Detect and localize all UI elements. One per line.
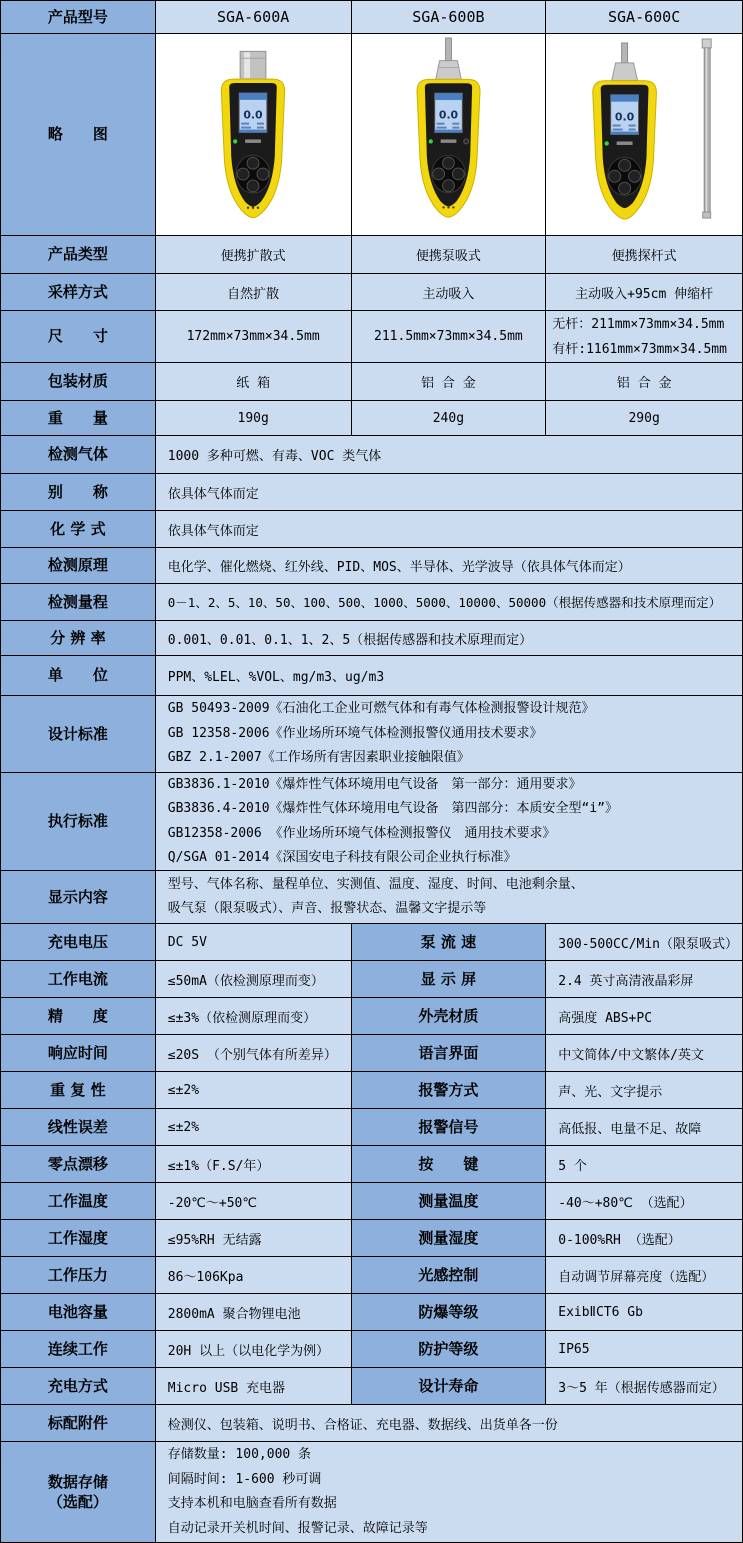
value-buttons: 5 个: [546, 1146, 743, 1183]
value-dimensions-b: 211.5mm×73mm×34.5mm: [352, 311, 547, 363]
device-image-sga-600b: [352, 34, 547, 236]
value-measuring-temp: -40～+80℃ （选配）: [546, 1183, 743, 1220]
value-exec-standard: [156, 773, 743, 871]
label-weight: 重 量: [1, 401, 156, 436]
value-alarm-signal: 高低报、电量不足、故障: [546, 1109, 743, 1146]
model-name-sga600a: SGA-600A: [156, 1, 352, 34]
value-detect-range: 0－1、2、5、10、50、100、500、1000、5000、10000、50000（根据传感器和技术原理而定）: [156, 584, 743, 621]
label-buttons: 按 键: [352, 1146, 547, 1183]
row-exec-standard: [1, 773, 743, 871]
data-storage-label-line2: （选配）: [47, 1493, 108, 1511]
row-data-storage: [1, 1442, 743, 1543]
row-linearity-alarm-signal: [1, 1109, 743, 1146]
telescopic-rod: [704, 47, 710, 211]
row-resolution: [1, 621, 743, 656]
gas-detector-pump-icon: [352, 35, 545, 235]
label-dimensions: 尺 寸: [1, 311, 156, 363]
label-language-ui: 语言界面: [352, 1035, 547, 1072]
row-battery-explosion-proof: [1, 1294, 743, 1331]
value-response-time: ≤20S （个别气体有所差异）: [156, 1035, 352, 1072]
label-product-type: 产品类型: [1, 236, 156, 274]
label-packaging-material: 包装材质: [1, 363, 156, 401]
value-charging-method: Micro USB 充电器: [156, 1368, 352, 1405]
label-repeatability: 重 复 性: [1, 1072, 156, 1109]
label-detect-principle: 检测原理: [1, 548, 156, 584]
row-detect-range: [1, 584, 743, 621]
label-exec-standard: 执行标准: [1, 773, 156, 871]
label-working-current: 工作电流: [1, 961, 156, 998]
sketch-label: 略 图: [1, 34, 156, 236]
device-image-sga-600a: [156, 34, 352, 236]
label-explosion-proof-grade: 防爆等级: [352, 1294, 547, 1331]
value-shell-material: 高强度 ABS+PC: [546, 998, 743, 1035]
row-response-time-language: [1, 1035, 743, 1072]
model-name-sga600c: SGA-600C: [546, 1, 743, 34]
value-zero-drift: ≤±1%（F.S/年）: [156, 1146, 352, 1183]
exec-standard-line: Q/SGA 01-2014《深国安电子科技有限公司企业执行标准》: [167, 850, 517, 865]
label-alarm-signal: 报警信号: [352, 1109, 547, 1146]
value-dimensions-a: 172mm×73mm×34.5mm: [156, 311, 352, 363]
row-detect-principle: [1, 548, 743, 584]
row-unit: [1, 656, 743, 696]
row-product-type: [1, 236, 743, 274]
data-storage-line: 支持本机和电脑查看所有数据: [167, 1496, 337, 1511]
label-charging-voltage: 充电电压: [1, 924, 156, 961]
value-working-humidity: ≤95%RH 无结露: [156, 1220, 352, 1257]
label-display-content: 显示内容: [1, 871, 156, 924]
row-weight: [1, 401, 743, 436]
value-accuracy: ≤±3%（依检测原理而变）: [156, 998, 352, 1035]
value-weight-c: 290g: [546, 401, 743, 436]
row-working-current-display: [1, 961, 743, 998]
value-unit: PPM、%LEL、%VOL、mg/m3、ug/m3: [156, 656, 743, 696]
row-working-pressure-light-control: [1, 1257, 743, 1294]
label-battery-capacity: 电池容量: [1, 1294, 156, 1331]
value-product-type-a: 便携扩散式: [156, 236, 352, 274]
label-accessories: 标配附件: [1, 1405, 156, 1442]
row-detect-gas: [1, 436, 743, 474]
model-name-sga600b: SGA-600B: [352, 1, 547, 34]
value-alarm-mode: 声、光、文字提示: [546, 1072, 743, 1109]
value-sampling-b: 主动吸入: [352, 274, 547, 311]
value-packaging-c: 铝 合 金: [546, 363, 743, 401]
value-linearity-error: ≤±2%: [156, 1109, 352, 1146]
value-repeatability: ≤±2%: [156, 1072, 352, 1109]
label-sampling-method: 采样方式: [1, 274, 156, 311]
header-row: [1, 1, 743, 34]
value-product-type-b: 便携泵吸式: [352, 236, 547, 274]
row-design-standard: [1, 696, 743, 773]
row-continuous-work-protection: [1, 1331, 743, 1368]
screen-reading: 0.0: [614, 110, 634, 124]
row-accuracy-shell: [1, 998, 743, 1035]
value-pump-flow: 300-500CC/Min（限泵吸式）: [546, 924, 743, 961]
data-storage-label-line1: 数据存储: [47, 1472, 108, 1491]
display-content-line: 吸气泵（限泵吸式）、声音、报警状态、温馨文字提示等: [167, 901, 487, 916]
row-working-humidity-measuring-humidity: [1, 1220, 743, 1257]
value-design-life: 3～5 年（根据传感器而定）: [546, 1368, 743, 1405]
sketch-row: [1, 34, 743, 236]
value-explosion-proof-grade: ExibⅡCT6 Gb: [546, 1294, 743, 1331]
label-data-storage: [1, 1442, 156, 1543]
value-accessories: 检测仪、包装箱、说明书、合格证、充电器、数据线、出货单各一份: [156, 1405, 743, 1442]
label-measuring-humidity: 测量湿度: [352, 1220, 547, 1257]
value-weight-b: 240g: [352, 401, 547, 436]
design-standard-line: GB 50493-2009《石油化工企业可燃气体和有毒气体检测报警设计规范》: [167, 701, 595, 717]
label-unit: 单 位: [1, 656, 156, 696]
label-detect-gas: 检测气体: [1, 436, 156, 474]
value-chemical-formula: 依具体气体而定: [156, 511, 743, 548]
value-product-type-c: 便携探杆式: [546, 236, 743, 274]
value-display-content: [156, 871, 743, 924]
label-detect-range: 检测量程: [1, 584, 156, 621]
display-content-line: 型号、气体名称、量程单位、实测值、温度、湿度、时间、电池剩余量、: [167, 876, 584, 892]
value-weight-a: 190g: [156, 401, 352, 436]
value-design-standard: [156, 696, 743, 773]
value-sampling-a: 自然扩散: [156, 274, 352, 311]
dimensions-c-no-rod: 无杆：211mm×73mm×34.5mm: [552, 316, 725, 332]
data-storage-line: 间隔时间: 1-600 秒可调: [167, 1471, 322, 1487]
label-alias: 别 称: [1, 474, 156, 511]
screen-reading: 0.0: [243, 108, 263, 122]
exec-standard-line: GB3836.1-2010《爆炸性气体环境用电气设备 第一部分：通用要求》: [167, 776, 582, 792]
label-working-temp: 工作温度: [1, 1183, 156, 1220]
label-continuous-work: 连续工作: [1, 1331, 156, 1368]
value-charging-voltage: DC 5V: [156, 924, 352, 961]
row-packaging-material: [1, 363, 743, 401]
label-chemical-formula: 化 学 式: [1, 511, 156, 548]
label-accuracy: 精 度: [1, 998, 156, 1035]
device-image-sga-600c: [546, 34, 743, 236]
value-continuous-work: 20H 以上（以电化学为例）: [156, 1331, 352, 1368]
label-working-humidity: 工作湿度: [1, 1220, 156, 1257]
label-response-time: 响应时间: [1, 1035, 156, 1072]
label-zero-drift: 零点漂移: [1, 1146, 156, 1183]
label-linearity-error: 线性误差: [1, 1109, 156, 1146]
label-pump-flow: 泵 流 速: [352, 924, 547, 961]
value-light-control: 自动调节屏幕亮度（选配）: [546, 1257, 743, 1294]
row-zero-drift-buttons: [1, 1146, 743, 1183]
dimensions-c-with-rod: 有杆:1161mm×73mm×34.5mm: [552, 341, 727, 357]
telescopic-rod-tip: [702, 38, 711, 47]
row-alias: [1, 474, 743, 511]
value-data-storage: [156, 1442, 743, 1543]
label-design-standard: 设计标准: [1, 696, 156, 773]
value-working-temp: -20℃～+50℃: [156, 1183, 352, 1220]
data-storage-line: 存储数量: 100,000 条: [167, 1447, 312, 1462]
value-working-current: ≤50mA（依检测原理而变）: [156, 961, 352, 998]
header-label: 产品型号: [1, 1, 156, 34]
label-charging-method: 充电方式: [1, 1368, 156, 1405]
value-language-ui: 中文简体/中文繁体/英文: [546, 1035, 743, 1072]
label-display-screen: 显 示 屏: [352, 961, 547, 998]
label-protection-grade: 防护等级: [352, 1331, 547, 1368]
value-protection-grade: IP65: [546, 1331, 743, 1368]
row-accessories: [1, 1405, 743, 1442]
gas-detector-probe-icon: [547, 35, 742, 235]
row-repeatability-alarm-mode: [1, 1072, 743, 1109]
label-resolution: 分 辨 率: [1, 621, 156, 656]
value-packaging-a: 纸 箱: [156, 363, 352, 401]
label-alarm-mode: 报警方式: [352, 1072, 547, 1109]
label-shell-material: 外壳材质: [352, 998, 547, 1035]
value-detect-gas: 1000 多种可燃、有毒、VOC 类气体: [156, 436, 743, 474]
value-measuring-humidity: 0-100%RH （选配）: [546, 1220, 743, 1257]
value-working-pressure: 86～106Kpa: [156, 1257, 352, 1294]
value-sampling-c: 主动吸入+95cm 伸缩杆: [546, 274, 743, 311]
value-packaging-b: 铝 合 金: [352, 363, 547, 401]
screen-reading: 0.0: [438, 108, 458, 122]
exec-standard-line: GB12358-2006 《作业场所环境气体检测报警仪 通用技术要求》: [167, 825, 556, 841]
row-chemical-formula: [1, 511, 743, 548]
value-display-screen: 2.4 英寸高清液晶彩屏: [546, 961, 743, 998]
gas-detector-diffusion-icon: [156, 35, 350, 235]
value-dimensions-c: [546, 311, 743, 363]
row-working-temp-measuring-temp: [1, 1183, 743, 1220]
design-standard-line: GB 12358-2006《作业场所环境气体检测报警仪通用技术要求》: [167, 725, 543, 741]
row-charging-voltage-pump-flow: [1, 924, 743, 961]
exec-standard-line: GB3836.4-2010《爆炸性气体环境用电气设备 第四部分：本质安全型“i”》: [167, 801, 619, 816]
row-display-content: [1, 871, 743, 924]
row-dimensions: [1, 311, 743, 363]
value-detect-principle: 电化学、催化燃烧、红外线、PID、MOS、半导体、光学波导（依具体气体而定）: [156, 548, 743, 584]
value-alias: 依具体气体而定: [156, 474, 743, 511]
value-resolution: 0.001、0.01、0.1、1、2、5（根据传感器和技术原理而定）: [156, 621, 743, 656]
label-design-life: 设计寿命: [352, 1368, 547, 1405]
design-standard-line: GBZ 2.1-2007《工作场所有害因素职业接触限值》: [167, 750, 470, 766]
row-sampling-method: [1, 274, 743, 311]
label-measuring-temp: 测量温度: [352, 1183, 547, 1220]
label-light-control: 光感控制: [352, 1257, 547, 1294]
row-charging-method-design-life: [1, 1368, 743, 1405]
value-battery-capacity: 2800mA 聚合物锂电池: [156, 1294, 352, 1331]
label-working-pressure: 工作压力: [1, 1257, 156, 1294]
data-storage-line: 自动记录开关机时间、报警记录、故障记录等: [167, 1520, 428, 1536]
